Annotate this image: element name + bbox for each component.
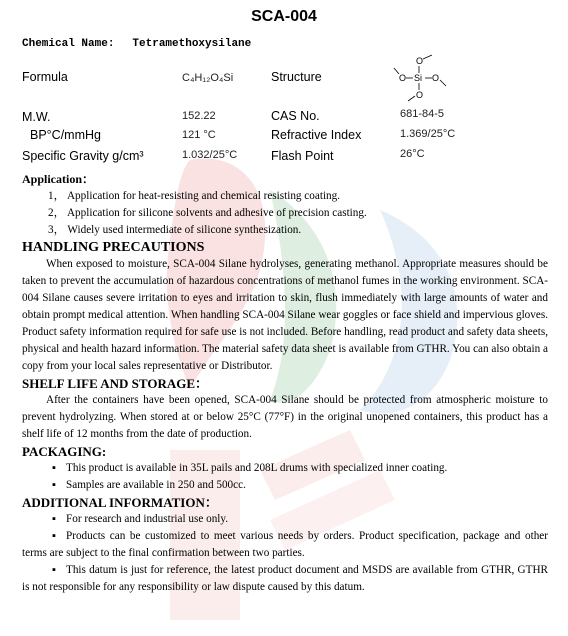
chemical-name-label: Chemical Name: bbox=[22, 38, 115, 50]
mw-value: 152.22 bbox=[182, 110, 216, 122]
formula-value: C₄H₁₂O₄Si bbox=[182, 72, 234, 84]
product-title: SCA-004 bbox=[251, 8, 317, 25]
additional-item: ▪ Products can be customized to meet various needs by orders. Product specification, package and other terms are subject to the final confirmation between two parties. bbox=[22, 530, 548, 559]
chemical-name-value: Tetramethoxysilane bbox=[132, 38, 252, 50]
flash-point-label: Flash Point bbox=[271, 149, 334, 163]
bullet-icon: ▪ bbox=[52, 530, 56, 542]
refractive-index-label: Refractive Index bbox=[271, 128, 362, 142]
bp-label: BP°C/mmHg bbox=[30, 128, 101, 142]
bullet-icon: ▪ bbox=[52, 462, 56, 474]
additional-item: ▪ This datum is just for reference, the latest product document and MSDS are available from GTHR, GTHR is not responsible for any responsibility or law dispute caused by this datum. bbox=[22, 564, 548, 593]
packaging-item: ▪ This product is available in 35L pails and 208L drums with specialized inner coating. bbox=[22, 460, 548, 477]
oxygen-top: O bbox=[416, 56, 424, 66]
bp-value: 121 °C bbox=[182, 129, 216, 141]
specific-gravity-value: 1.032/25°C bbox=[182, 149, 238, 161]
bullet-icon: ▪ bbox=[52, 479, 56, 491]
structure-diagram bbox=[392, 54, 452, 102]
application-item: 2， Application for silicone solvents and adhesive of precision casting. bbox=[48, 207, 367, 219]
application-heading: Application： bbox=[22, 172, 95, 186]
structure-label: Structure bbox=[271, 70, 322, 84]
shelf-text: After the containers have been opened, SCA-004 Silane should be protected from atmospheric moisture to prevent hydrolyzing. When stored at or below 25°C (77°F) in the original unopened containers, this product has a shelf life of 12 months from the date of production. bbox=[22, 394, 548, 440]
silicon-atom: Si bbox=[414, 73, 423, 83]
mw-label: M.W. bbox=[22, 110, 51, 124]
document-body bbox=[22, 171, 548, 596]
flash-point-value: 26°C bbox=[400, 148, 425, 160]
packaging-item: ▪ Samples are available in 250 and 500cc. bbox=[22, 477, 548, 494]
handling-text: When exposed to moisture, SCA-004 Silane hydrolyses, generating methanol. Appropriate measures should be taken to prevent the accumulation of hazardous concentrations of methanol fumes in the working environment. SCA-004 Silane causes severe irritation to eyes and irritation to skin, flush immediately with large amounts of water and obtain prompt medical attention. When handling SCA-004 Silane wear goggles or face shield and impervious gloves. Product safety information required for safe use is not included. Before handling, read product and safety data sheets, physical and health hazard information. The material safety data sheet is available from GTHR. You can also obtain a copy from your local sales representative or Distributor. bbox=[22, 258, 548, 372]
application-item: 1， Application for heat-resisting and chemical resisting coating. bbox=[48, 190, 341, 202]
application-item: 3， Widely used intermediate of silicone synthesization. bbox=[48, 224, 302, 236]
refractive-index-value: 1.369/25°C bbox=[400, 128, 456, 140]
chemical-name-row bbox=[22, 38, 251, 50]
bullet-icon: ▪ bbox=[52, 564, 56, 576]
oxygen-left: O bbox=[399, 73, 407, 83]
shelf-heading: SHELF LIFE AND STORAGE： bbox=[22, 376, 209, 391]
specific-gravity-label: Specific Gravity g/cm³ bbox=[22, 149, 144, 163]
cas-label: CAS No. bbox=[271, 109, 320, 123]
bullet-icon: ▪ bbox=[52, 513, 56, 525]
formula-label: Formula bbox=[22, 70, 68, 84]
cas-value: 681-84-5 bbox=[400, 108, 445, 120]
handling-heading: HANDLING PRECAUTIONS bbox=[22, 240, 205, 255]
additional-item: ▪ For research and industrial use only. bbox=[22, 511, 548, 528]
oxygen-right: O bbox=[432, 73, 440, 83]
additional-heading: ADDITIONAL INFORMATION： bbox=[22, 495, 218, 510]
oxygen-bottom: O bbox=[416, 90, 424, 100]
packaging-heading: PACKAGING: bbox=[22, 444, 107, 459]
